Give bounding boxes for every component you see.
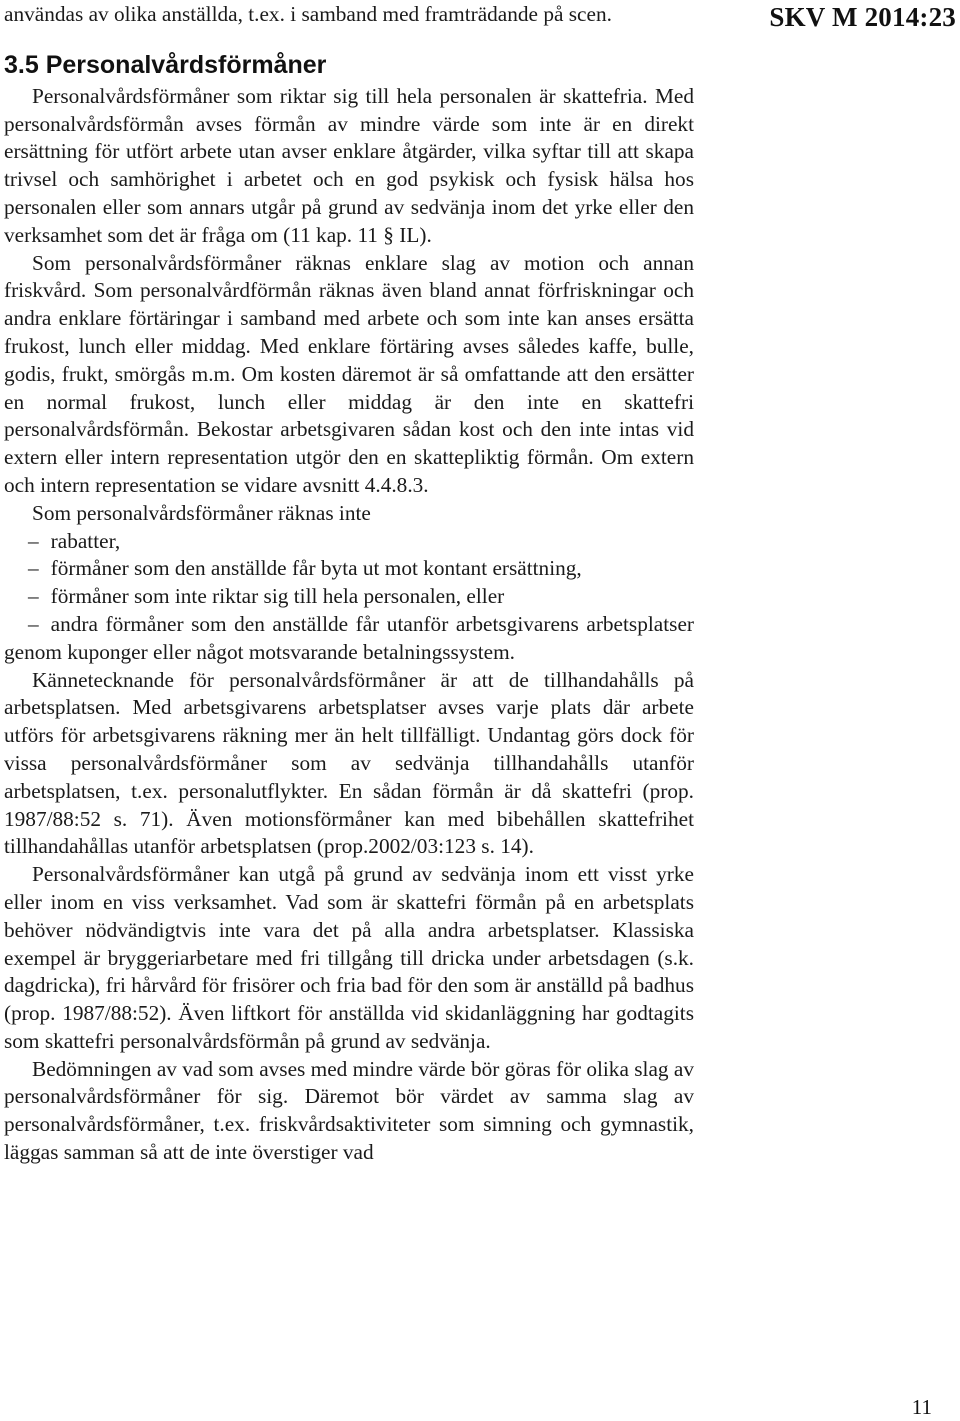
paragraph: Som personalvårdsförmåner räknas enklare slag av motion och annan friskvård. Som personalvårdförmån räknas även bland annat förfriskningar och andra enklare förtäringar i samband med arbete och som inte kan anses ersätta frukost, lunch eller middag. Med enklare förtäring avses således kaffe, bulle, godis, frukt, smörgås m.m. Om kosten däremot är så omfattande att den ersätter en normal frukost, lunch eller middag är den inte en skattefri personalvårdsförmån. Bekostar arbetsgivaren sådan kost och den inte intas vid extern eller intern representation utgör den en skattepliktig förmån. Om extern och intern representation se vidare avsnitt 4.4.8.3. bbox=[4, 250, 694, 497]
list-dash: – bbox=[28, 556, 39, 581]
list-item bbox=[4, 611, 694, 667]
list-item-text: andra förmåner som den anställde får utanför arbetsgivarens arbetsplatser genom kuponger eller något motsvarande betalningssystem. bbox=[4, 611, 694, 664]
section-heading: 3.5 Personalvårdsförmåner bbox=[4, 50, 327, 79]
paragraph: Personalvårdsförmåner som riktar sig till hela personalen är skattefria. Med personalvårdsförmån avses förmån av mindre värde som inte är en direkt ersättning för utfört arbete utan avser enklare åtgärder, vilka syftar till att skapa trivsel och samhörighet i arbetet och en god psykisk och fysisk hälsa hos personalen eller som annars utgår på grund av sedvänja inom det yrke eller den verksamhet som det är fråga om (11 kap. 11 § IL). bbox=[4, 83, 694, 247]
list-dash: – bbox=[28, 528, 39, 553]
page-number: 11 bbox=[911, 1395, 932, 1419]
paragraph: Som personalvårdsförmåner räknas inte bbox=[32, 500, 371, 525]
list-item bbox=[4, 555, 694, 583]
paragraph: Bedömningen av vad som avses med mindre värde bör göras för olika slag av personalvårdsförmåner för sig. Däremot bör värdet av samma slag av personalvårdsförmåner, t.ex. friskvårdsaktiviteter som simning och gymnastik, läggas samman så att de inte överstiger vad bbox=[4, 1056, 694, 1165]
document-code: SKV M 2014:23 bbox=[769, 2, 956, 32]
list-dash: – bbox=[28, 584, 39, 609]
list-item-text: förmåner som inte riktar sig till hela personalen, eller bbox=[50, 584, 505, 609]
exclusion-list bbox=[4, 528, 694, 667]
document-body bbox=[4, 1, 694, 1167]
list-item bbox=[4, 528, 694, 556]
paragraph: Personalvårdsförmåner kan utgå på grund av sedvänja inom ett visst yrke eller inom en viss verksamhet. Vad som är skattefri förmån på en arbetsplats behöver nödvändigtvis inte vara det på alla andra arbetsplatser. Klassiska exempel är bryggeriarbetare med fri tillgång till dricka under arbetsdagen (s.k. dagdricka), fri hårvård för frisörer och fria bad för den som är anställd på badhus (prop. 1987/88:52). Även liftkort för anställda vid skidanläggning har godtagits som skattefri personalvårdsförmån på grund av sedvänja. bbox=[4, 862, 694, 1053]
list-dash: – bbox=[28, 611, 39, 636]
list-item-text: rabatter, bbox=[50, 528, 121, 553]
list-item-text: förmåner som den anställde får byta ut mot kontant ersättning, bbox=[50, 556, 582, 581]
list-item bbox=[4, 583, 694, 611]
carryover-text: användas av olika anställda, t.ex. i samband med framträdande på scen. bbox=[4, 2, 612, 26]
paragraph: Kännetecknande för personalvårdsförmåner är att de tillhandahålls på arbetsplatsen. Med arbetsgivarens arbetsplatser avses varje plats där arbete utförs för arbetsgivarens räkning mer än helt tillfälligt. Undantag görs dock för vissa personalvårdsförmåner som av sedvänja tillhandahålls utanför arbetsplatsen, t.ex. personalutflykter. En sådan förmån är då skattefri (prop. 1987/88:52 s. 71). Även motionsförmåner kan med bibehållen skattefrihet tillhandahållas utanför arbetsplatsen (prop.2002/03:123 s. 14). bbox=[4, 667, 694, 859]
